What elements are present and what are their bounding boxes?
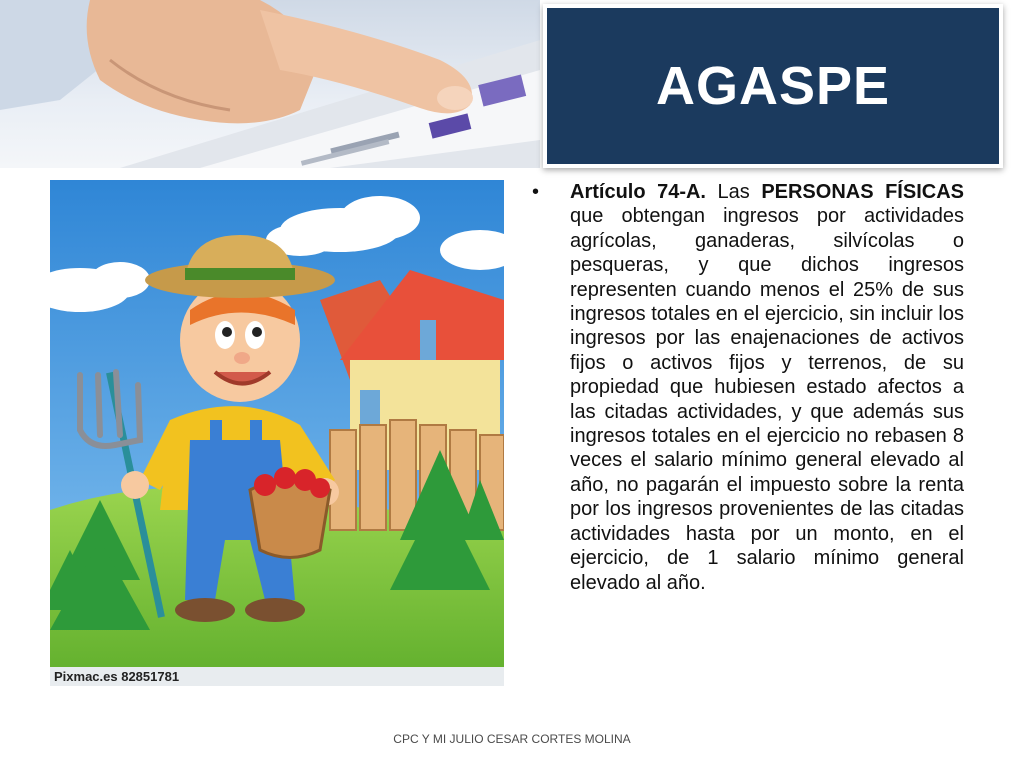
header-photo (0, 0, 540, 168)
intro-word: Las (717, 181, 750, 203)
article-paragraph (570, 180, 964, 595)
farmer-illustration (50, 180, 504, 686)
farmer-cartoon-image (50, 180, 504, 686)
footer-author: CPC Y MI JULIO CESAR CORTES MOLINA (393, 732, 631, 746)
slide-title: AGASPE (655, 56, 891, 116)
title-box (543, 4, 1003, 168)
article-label: Artículo 74-A. (570, 181, 706, 203)
hand-tablet-image (0, 0, 540, 168)
image-watermark: Pixmac.es 82851781 (50, 667, 504, 686)
article-text-block (532, 180, 964, 595)
emphasis-persons: PERSONAS FÍSICAS (761, 181, 964, 203)
bullet-marker: • (532, 181, 540, 203)
title-background (547, 8, 999, 164)
article-body: que obtengan ingresos por actividades agrícolas, ganaderas, silvícolas o pesqueras, y que dichos ingresos representen cuando menos el 25% de sus ingresos totales en el ejercicio, sin incluir los ingresos por las enajenaciones de activos fijos o activos fijos y terrenos, de su propiedad que hubiesen estado afectos a las citadas actividades, y que además sus ingresos totales en el ejercicio no rebasen 8 veces el salario mínimo general elevado al año, no pagarán el impuesto sobre la renta por los ingresos provenientes de las citadas actividades hasta por un monto, en el ejercicio, de 1 salario mínimo general elevado al año. (570, 205, 964, 594)
